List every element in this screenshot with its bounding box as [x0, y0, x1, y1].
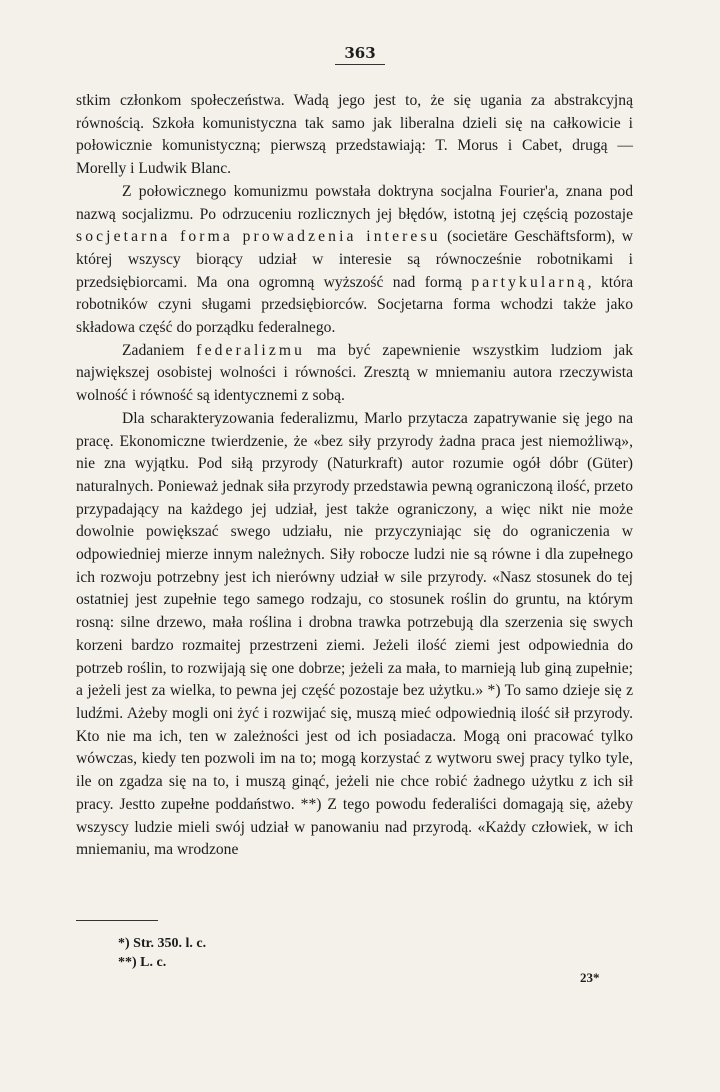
footnote-rule [76, 920, 158, 921]
text-run: Dla scharakteryzowania federalizmu, Marlo przytacza zapatrywanie się jego na pracę. Ekonomiczne twierdzenie, że «bez siły przyrody żadna praca jest niemożliwą», nie zna wyjątku. Pod siłą przyrody (Naturkraft) autor rozumie ogół dóbr (Güter) naturalnych. Ponieważ jednak siła przyrody przedstawia pewną ograniczoną ilość, przeto przypadający na każdego jej udział, jest także ograniczony, a więc nikt nie może dowolnie powiększać swego udziału, nie przyczyniając się do ograniczenia w odpowiedniej mierze innym należnych. Siły robocze ludzi nie są równe i dla zupełnego ich rozwoju potrzebny jest ich nierówny udział w sile przyrody. «Nasz stosunek do tej ostatniej jest zupełnie tego samego rodzaju, co stosunek roślin do gruntu, na którym rosną: silne drzewo, mała roślina i drobna trawka potrzebują dla szerzenia się swych korzeni bardzo rozmaitej przestrzeni ziemi. Jeżeli ilość ziemi jest odpowiednia do potrzeb roślin, to rozwijają się one dobrze; jeżeli za mała, to marnieją lub giną zupełnie; a jeżeli jest za wielka, to pewna jej część pozostaje bez użytku.» *) To samo dzieje się z ludźmi. Ażeby mogli oni żyć i rozwijać się, muszą mieć odpowiednią ilość sił przyrody. Kto nie ma ich, ten w zależności jest od ich posiadacza. Mogą oni pracować tylko wówczas, kiedy ten pozwoli im na to; mogą korzystać z wytworu swej pracy tylko tyle, ile on zgadza się na to, i muszą ginąć, jeżeli nie chce robić żadnego użytku z ich sił pracy. Jestto zupełne poddaństwo. **) Z tego powodu federaliści domagają się, ażeby wszyscy ludzie mieli swój udział w panowaniu nad przyrodą. «Każdy człowiek, w ich mniemaniu, ma wrodzone [76, 409, 633, 859]
text-run: stkim członkom społeczeństwa. Wadą jego jest to, że się ugania za abstrakcyjną równością. Szkoła komunistyczna tak samo jak liberalna dzieli się na całkowicie i połowicznie komunistyczną; pierwszą przedstawiają: T. Morus i Cabet, drugą — Morelly i Ludwik Blanc. [76, 92, 633, 178]
text-run: Z połowicznego komunizmu powstała doktryna socjalna Fourier'a, znana pod nazwą socjalizmu. Po odrzuceniu rozlicznych jej błędów, istotną jej częścią pozostaje [76, 182, 633, 223]
footnote-1: *) Str. 350. l. c. [118, 936, 207, 951]
paragraph [76, 340, 633, 408]
paragraph [76, 181, 633, 340]
text-run: (societäre Geschäftsform), w której wszyscy biorący udział w interesie są równocześnie robotnikami i przedsiębiorcami. Ma ona ogromną wyższość nad formą [76, 228, 633, 291]
text-run: , która robotników czyni sługami przedsiębiorców. Socjetarna forma wchodzi także jako składowa część do porządku federalnego. [76, 273, 633, 337]
text-run: Zadaniem [122, 341, 197, 359]
spaced-emphasis: partykularną [471, 273, 588, 291]
page-number: 363 [0, 44, 720, 65]
spaced-emphasis: federalizmu [196, 341, 306, 359]
footnote-2: **) L. c. [118, 955, 167, 970]
printer-signature-mark: 23* [580, 970, 600, 985]
body-text [76, 90, 633, 862]
spaced-emphasis: socjetarna forma prowadzenia interesu [76, 228, 441, 246]
footnotes [118, 934, 206, 972]
paragraph [76, 408, 633, 862]
paragraph [76, 90, 633, 181]
text-run: ma być zapewnienie wszystkim ludziom jak największej osobistej wolności i równości. Zresztą w mniemaniu autora rzeczywista wolność i równość są identycznemi z sobą. [76, 341, 633, 405]
